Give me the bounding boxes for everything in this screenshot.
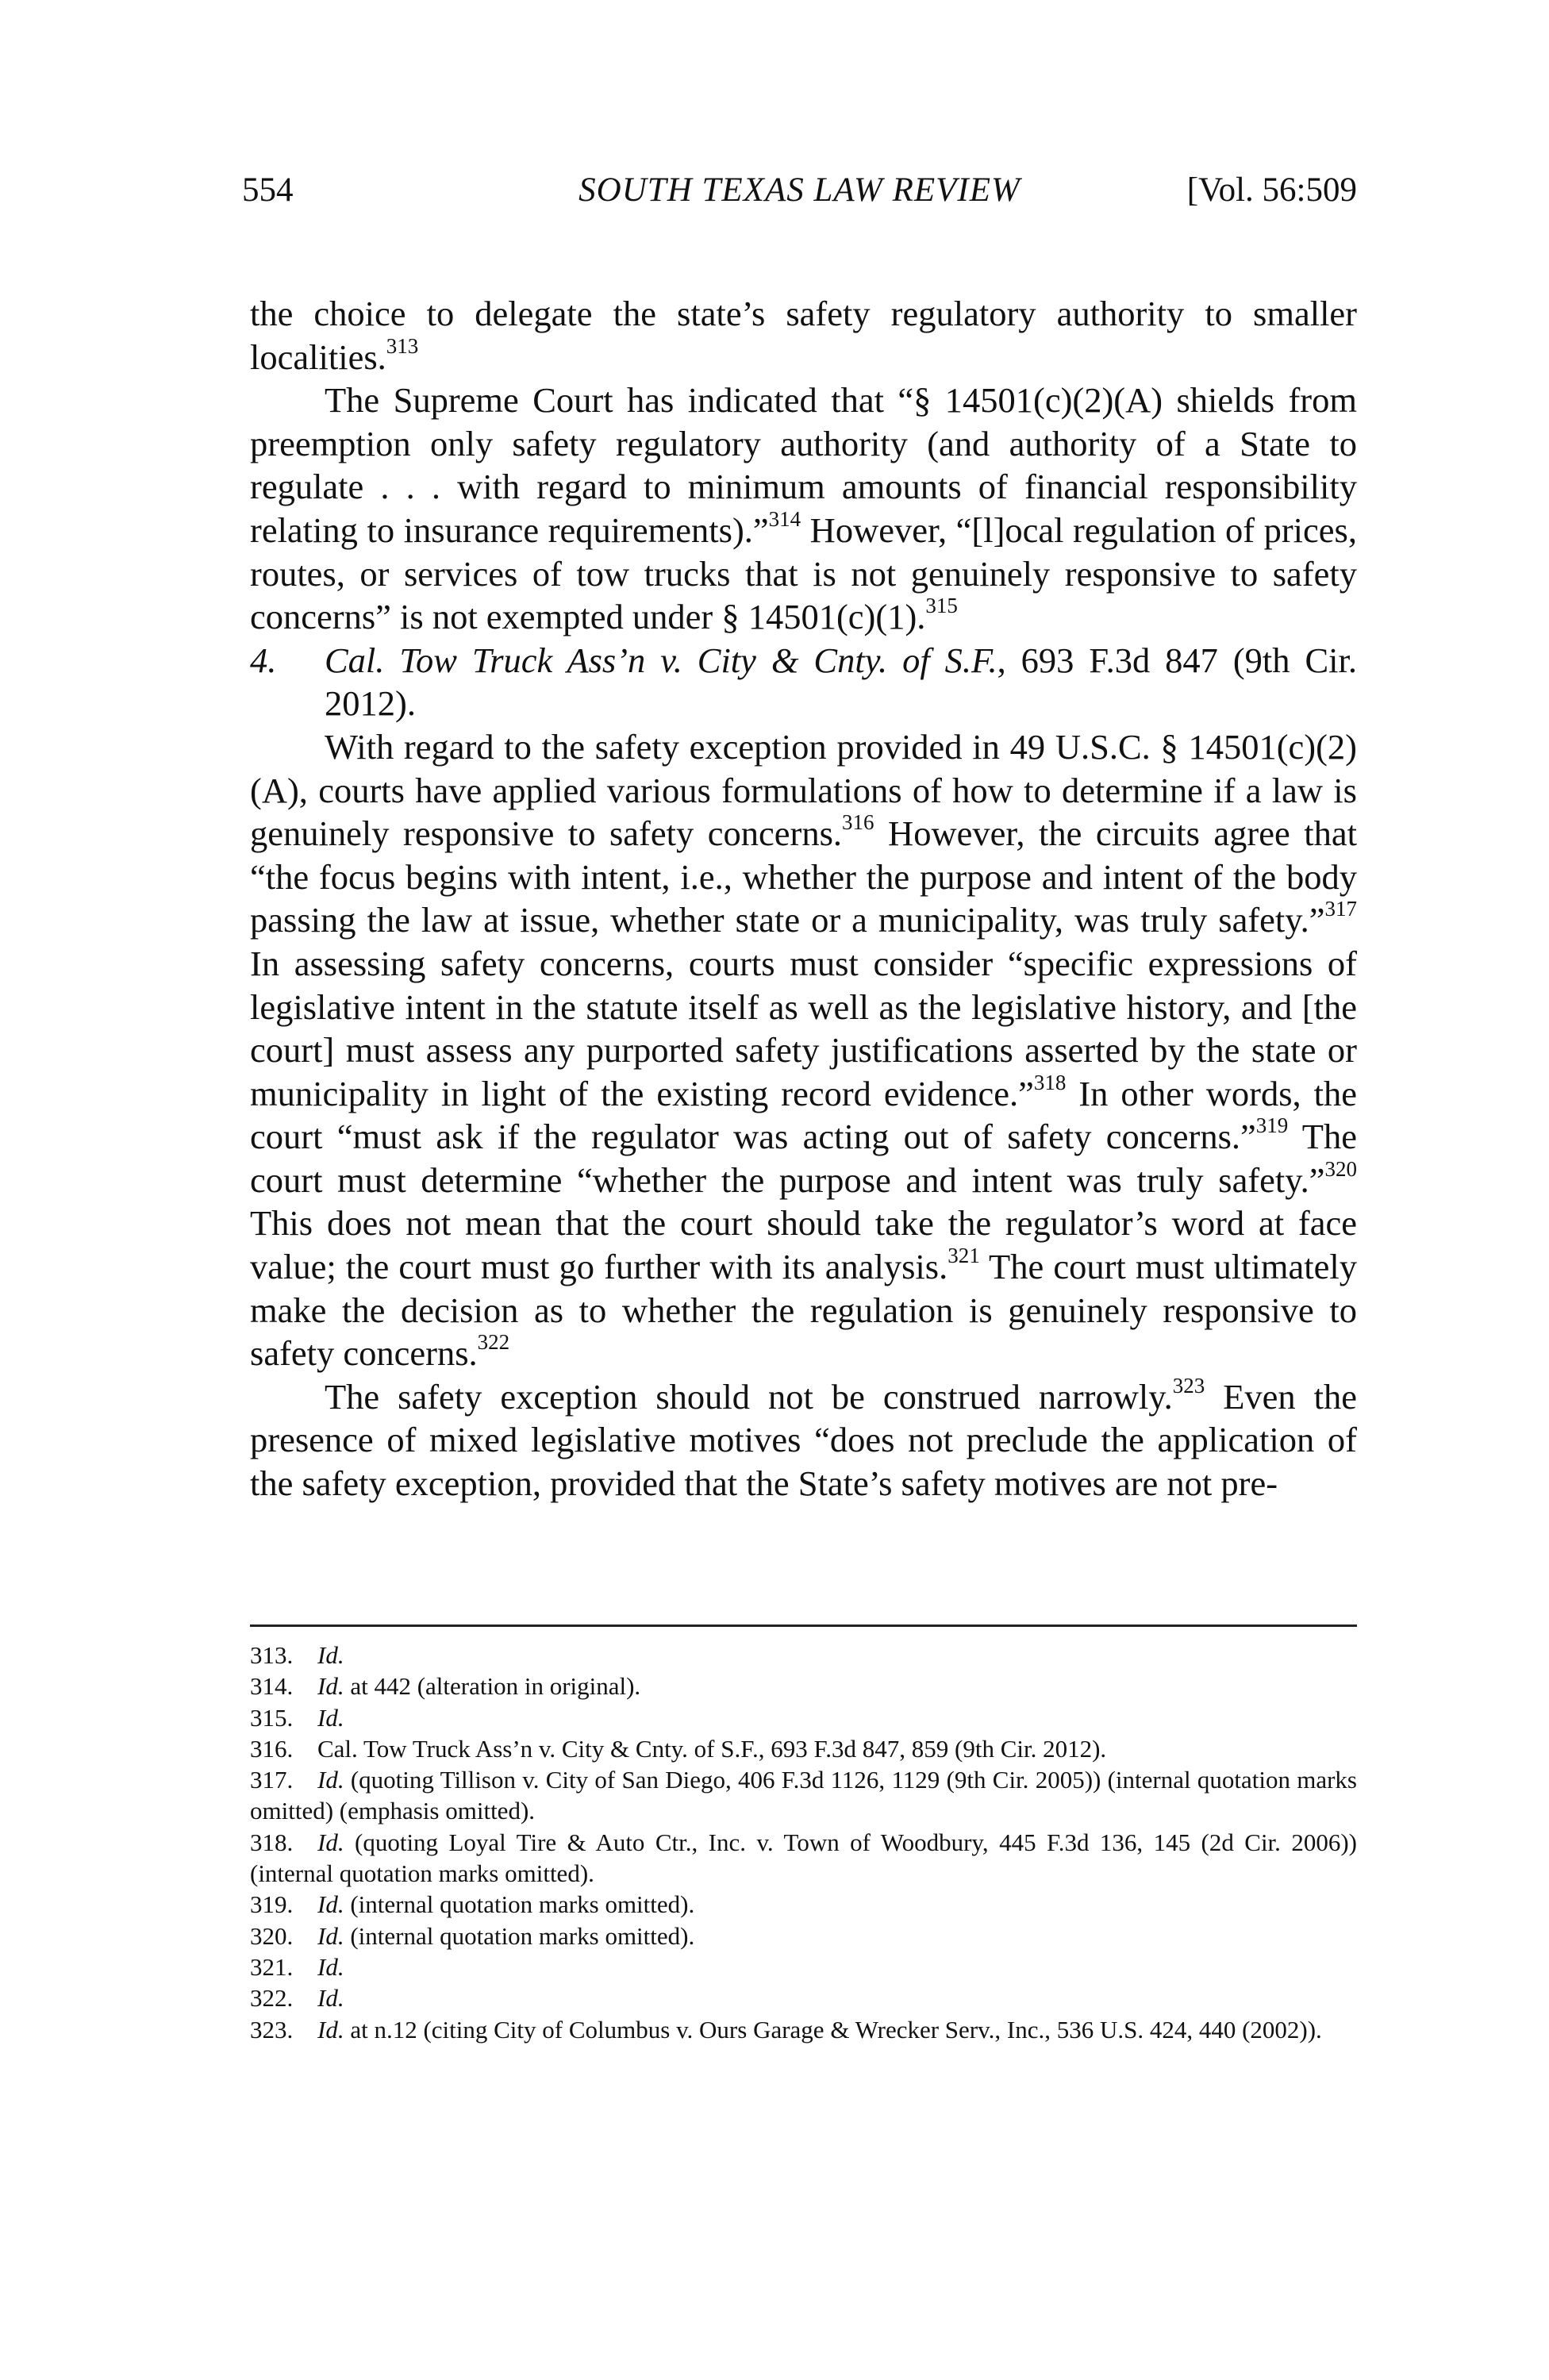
paragraph-3: With regard to the safety exception provided in 49 U.S.C. § 14501(c)(2)(A), courts have applied various formulations of how to determine if a law is genuinely responsive to safety concerns.$^{316}$ However, the circuits agree that “the focus begins with intent, i.e., whether the purpose and intent of the body passing the law at issue, whether state or a municipality, was truly safety.”$^{317}$ In assessing safety concerns, courts must consider “specific expressions of legislative intent in the statute itself as well as the legislative history, and [the court] must assess any purported safety justifications asserted by the state or municipality in light of the existing record evidence.”$^{318}$ In other words, the court “must ask if the regulator was acting out of safety concerns.”$^{319}$ The court must determine “whether the purpose and intent was truly safety.”$^{320}$ This does not mean that the court should take the regulator’s word at face value; the court must go further with its analysis.$^{321}$ The court must ultimately make the decision as to whether the regulation is genuinely responsive to safety concerns.$^{322}$	[250, 726, 1357, 1374]
heading-citation: , 693 F.3d 847 (9th Cir. 2012).	[325, 640, 1357, 724]
heading-case-name: Cal. Tow Truck Ass’n v. City & Cnty. of S.F.	[325, 640, 997, 680]
footnote-ref-316: 316	[842, 810, 874, 835]
footnote-ref-319: 319	[1255, 1113, 1289, 1138]
journal-title: SOUTH TEXAS LAW REVIEW	[578, 171, 1020, 209]
footnote-ref-315: 315	[925, 594, 958, 618]
running-header	[242, 167, 1357, 214]
paragraph-4: The safety exception should not be construed narrowly.$^{323}$ Even the presence of mixed legislative motives “does not preclude the application of the safety exception, provided that the State’s safety motives are not pre-	[250, 1373, 1357, 1504]
footnote-ref-321: 321	[947, 1244, 980, 1268]
footnote-ref-323: 323	[1172, 1373, 1205, 1398]
footnote-316: 316. Cal. Tow Truck Ass’n v. City & Cnty. of S.F., 693 F.3d 847, 859 (9th Cir. 2012).	[250, 1734, 1107, 1763]
page-number: 554	[242, 171, 294, 209]
footnotes	[250, 1640, 1357, 2045]
footnote-323: 323. Id. at n.12 (citing City of Columbus v. Ours Garage & Wrecker Serv., Inc., 536 U.S. 424, 440 (2002)).	[250, 2015, 1322, 2044]
footnote-ref-322: 322	[477, 1330, 510, 1355]
footnote-318: 318. Id. (quoting Loyal Tire & Auto Ctr., Inc. v. Town of Woodbury, 445 F.3d 136, 145 (2d Cir. 2006)) (internal quotation marks omitted).	[250, 1828, 1357, 1888]
footnote-314: 314. Id. at 442 (alteration in original).	[250, 1672, 641, 1701]
main-text	[250, 292, 1357, 1505]
footnote-ref-314: 314	[768, 506, 801, 531]
paragraph-2: The Supreme Court has indicated that “§ 14501(c)(2)(A) shields from preemption only safety regulatory authority (and authority of a State to regulate . . . with regard to minimum amounts of financial responsibility relating to insurance requirements).”$^{314}$ However, “[l]ocal regulation of prices, routes, or services of tow trucks that is not genuinely responsive to safety concerns” is not exempted under § 14501(c)(1).$^{315}$	[250, 380, 1357, 637]
footnote-ref-313: 313	[386, 333, 419, 358]
footnote-ref-318: 318	[1033, 1070, 1067, 1094]
footnote-322: 322. Id.	[250, 1984, 344, 2013]
footnote-divider	[250, 1624, 1357, 1627]
footnote-317: 317. Id. (quoting Tillison v. City of San Diego, 406 F.3d 1126, 1129 (9th Cir. 2005)) (internal quotation marks omitted) (emphasis omitted).	[250, 1766, 1357, 1825]
footnote-ref-320: 320	[1324, 1156, 1357, 1181]
footnote-321: 321. Id.	[250, 1952, 344, 1981]
footnote-ref-317: 317	[1324, 897, 1357, 921]
paragraph-1: the choice to delegate the state’s safety regulatory authority to smaller localities.$^{313}$	[250, 294, 1357, 377]
footnote-315: 315. Id.	[250, 1703, 344, 1732]
heading-number: 4.	[250, 640, 277, 680]
footnote-320: 320. Id. (internal quotation marks omitted).	[250, 1921, 695, 1950]
footnote-313: 313. Id.	[250, 1641, 344, 1669]
section-heading	[250, 639, 1357, 725]
volume-citation: [Vol. 56:509	[1186, 171, 1357, 209]
footnote-319: 319. Id. (internal quotation marks omitted).	[250, 1890, 695, 1919]
